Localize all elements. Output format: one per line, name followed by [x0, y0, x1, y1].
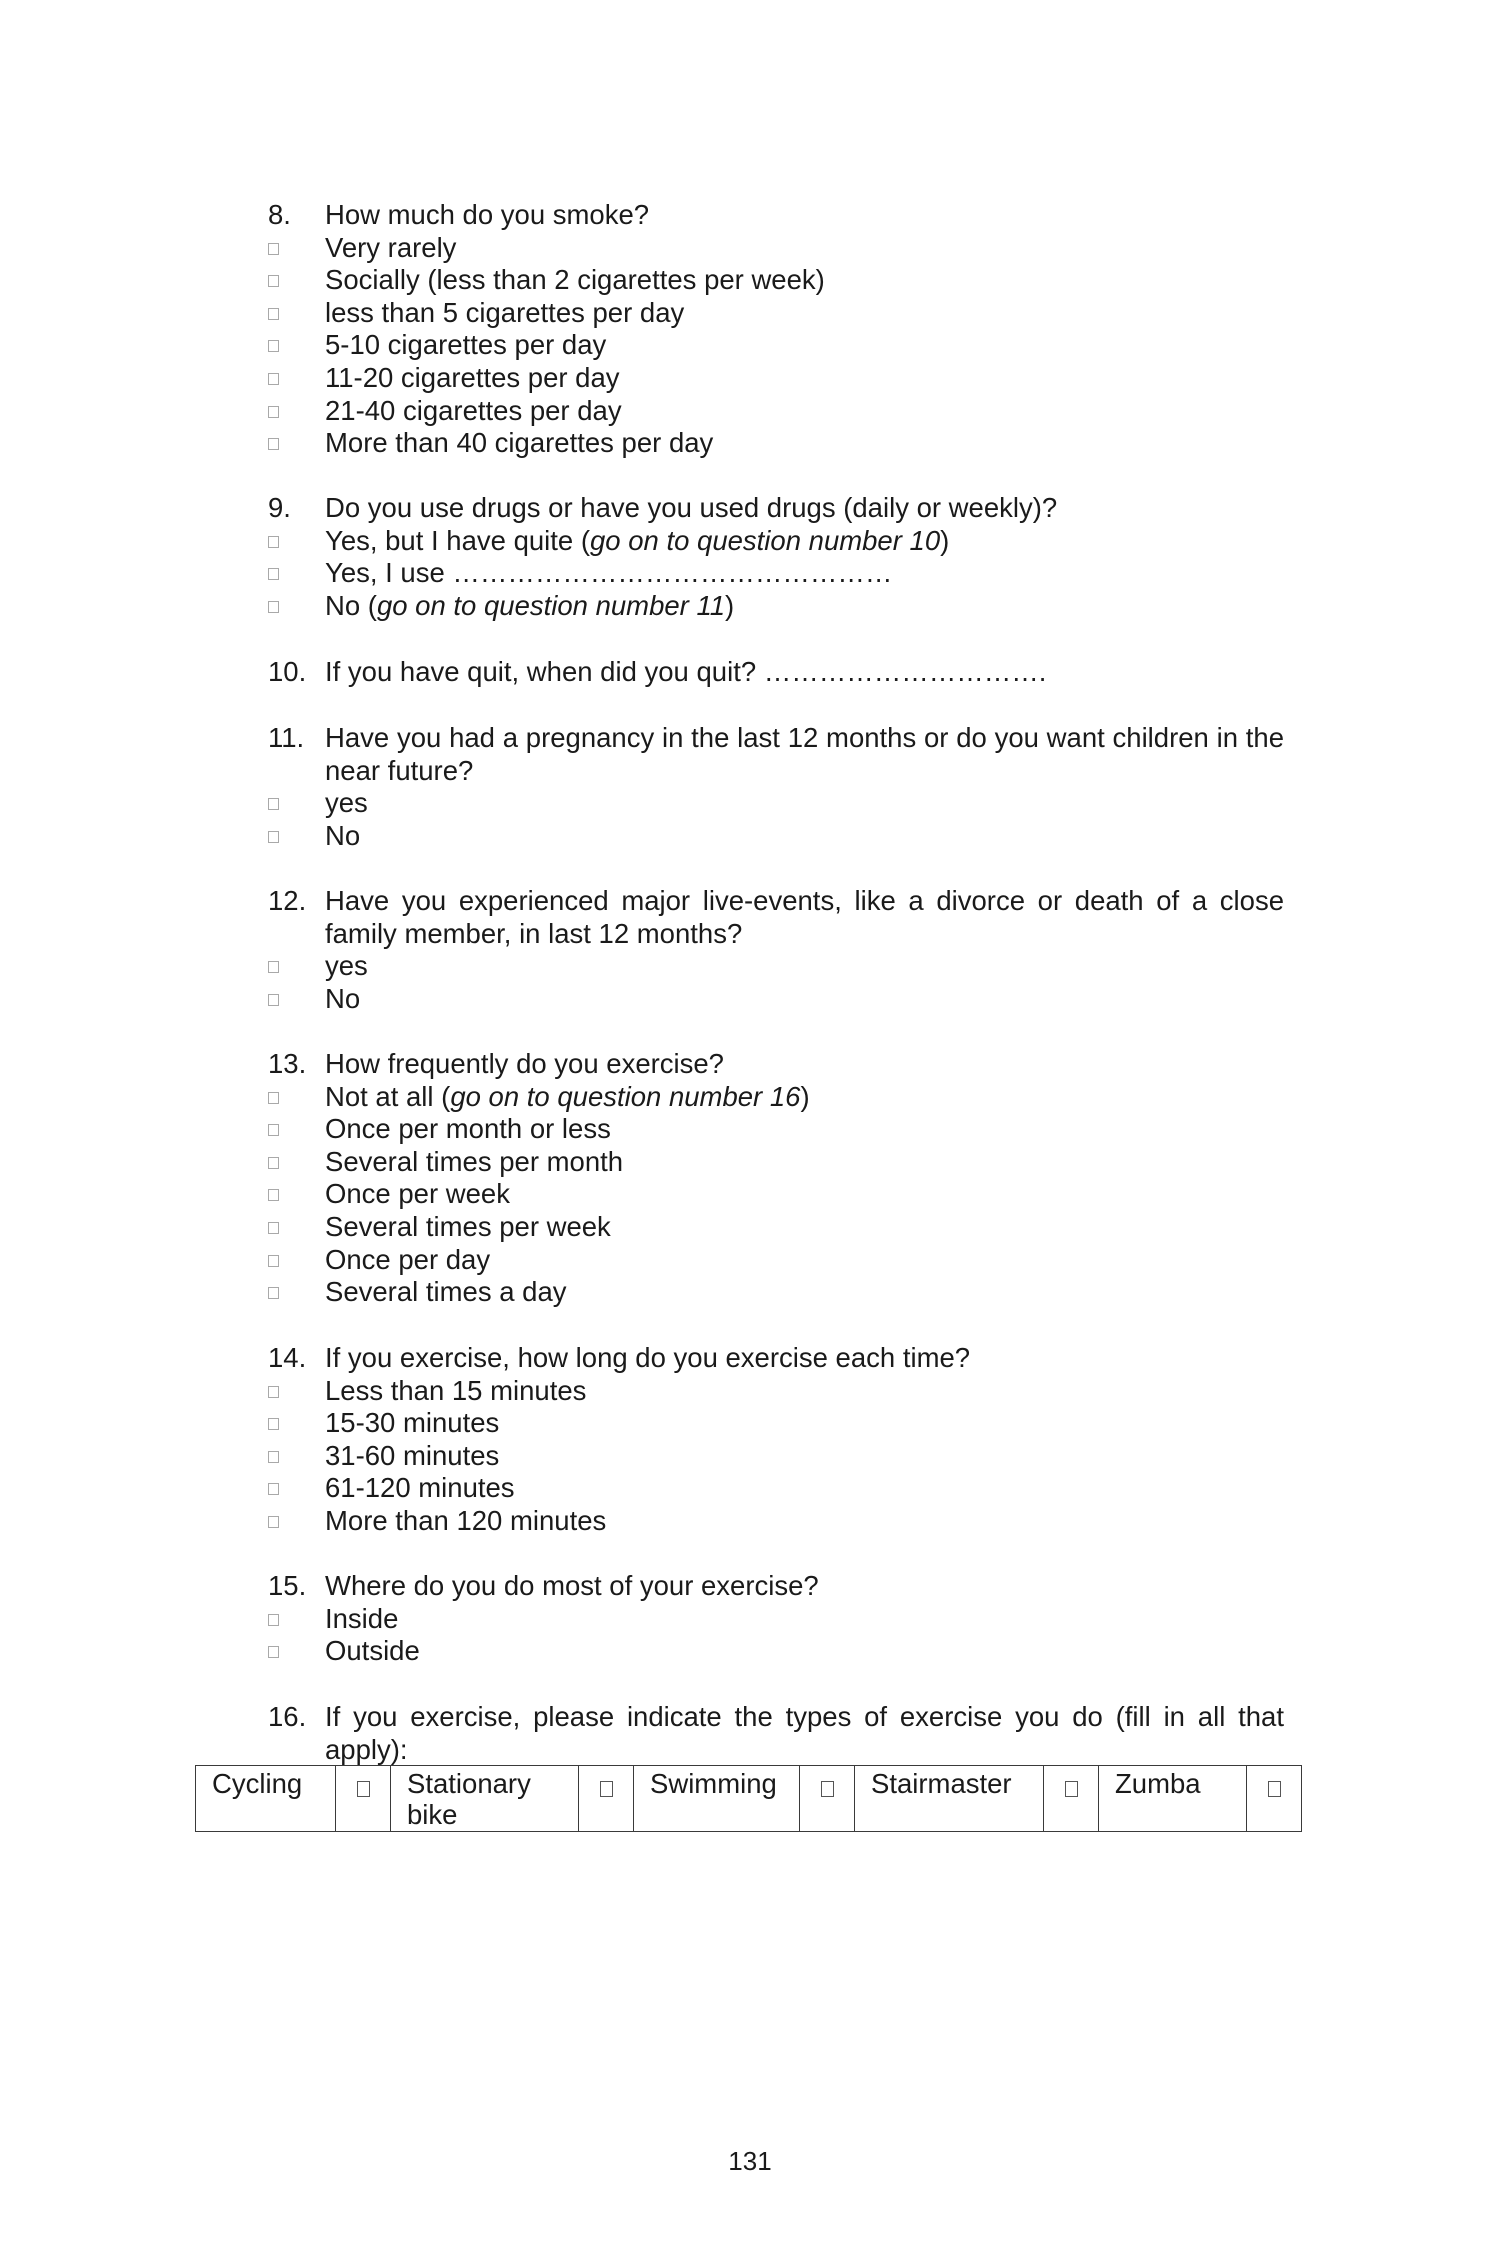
q15-option[interactable] [268, 1603, 1284, 1636]
question-12-number: 12. [268, 885, 307, 916]
option-label: Several times per month [325, 1145, 624, 1177]
option-label: 31-60 minutes [325, 1439, 500, 1471]
q8-option[interactable] [268, 329, 1284, 362]
question-8-text: How much do you smoke? [325, 199, 650, 230]
question-13-prompt [268, 1048, 1284, 1081]
question-16 [268, 1701, 1284, 1766]
close-paren: ) [940, 524, 950, 556]
q9-option-quit[interactable] [268, 525, 1284, 558]
question-15 [268, 1570, 1284, 1668]
q14-option[interactable] [268, 1505, 1284, 1538]
option-label: Several times per week [325, 1210, 611, 1242]
question-12 [268, 885, 1284, 1015]
question-14 [268, 1342, 1284, 1538]
option-label: 5-10 cigarettes per day [325, 329, 607, 361]
question-13 [268, 1048, 1284, 1309]
option-label: Once per week [325, 1178, 510, 1210]
checkbox[interactable] [268, 1124, 279, 1136]
question-12-text: Have you experienced major live-events, like a divorce or death of a close family member, in last 12 months? [325, 885, 1284, 949]
question-15-number: 15. [268, 1570, 307, 1601]
option-label: More than 120 minutes [325, 1504, 607, 1536]
page-number: 131 [728, 2146, 772, 2176]
exercise-type-cell: Zumba [1099, 1766, 1247, 1832]
q15-option[interactable] [268, 1635, 1284, 1668]
q8-option[interactable] [268, 395, 1284, 428]
question-11-text: Have you had a pregnancy in the last 12 months or do you want children in the near future? [325, 722, 1284, 786]
q14-option[interactable] [268, 1407, 1284, 1440]
checkbox[interactable] [268, 275, 279, 287]
checkbox[interactable] [268, 831, 279, 843]
question-11-number: 11. [268, 722, 305, 753]
checkbox[interactable] [268, 1451, 279, 1463]
checkbox[interactable] [268, 1418, 279, 1430]
option-label: Several times a day [325, 1276, 567, 1308]
q13-option[interactable] [268, 1244, 1284, 1277]
question-16-number: 16. [268, 1701, 307, 1732]
option-label: 21-40 cigarettes per day [325, 394, 622, 426]
question-8 [268, 199, 1284, 460]
exercise-type-cell: Cycling [196, 1766, 336, 1832]
question-15-text: Where do you do most of your exercise? [325, 1570, 819, 1601]
checkbox[interactable] [268, 601, 279, 613]
question-14-number: 14. [268, 1342, 307, 1373]
close-paren: ) [725, 589, 735, 621]
checkbox[interactable] [268, 536, 279, 548]
option-label: less than 5 cigarettes per day [325, 296, 685, 328]
checkbox[interactable] [1065, 1781, 1078, 1797]
question-10-prompt [268, 656, 1284, 689]
q8-option[interactable] [268, 232, 1284, 265]
question-14-prompt [268, 1342, 1284, 1375]
option-label: 11-20 cigarettes per day [325, 361, 620, 393]
q11-option[interactable] [268, 787, 1284, 820]
question-16-prompt [268, 1701, 1284, 1766]
checkbox[interactable] [268, 243, 279, 255]
exercise-checkbox-cell[interactable] [579, 1766, 634, 1832]
question-9-text: Do you use drugs or have you used drugs (daily or weekly)? [325, 492, 1058, 523]
q13-option[interactable] [268, 1211, 1284, 1244]
option-label: Yes, but I have quite ( [325, 524, 590, 556]
question-15-prompt [268, 1570, 1284, 1603]
question-13-number: 13. [268, 1048, 307, 1079]
option-label: No [325, 819, 361, 851]
q13-option[interactable] [268, 1146, 1284, 1179]
checkbox[interactable] [268, 308, 279, 320]
option-label: Outside [325, 1635, 420, 1667]
checkbox[interactable] [268, 1092, 279, 1104]
checkbox[interactable] [268, 1222, 279, 1234]
question-11 [268, 722, 1284, 852]
option-label: Yes, I use ………………………………………… [325, 557, 893, 589]
checkbox[interactable] [600, 1781, 613, 1797]
question-10 [268, 656, 1284, 689]
q8-option[interactable] [268, 362, 1284, 395]
exercise-type-cell: Stationary bike [391, 1766, 579, 1832]
option-label: Less than 15 minutes [325, 1374, 587, 1406]
q13-option[interactable] [268, 1276, 1284, 1309]
q13-option-not-at-all[interactable] [268, 1081, 1284, 1114]
q14-option[interactable] [268, 1440, 1284, 1473]
checkbox[interactable] [268, 1614, 279, 1626]
question-9-number: 9. [268, 492, 291, 523]
option-label: Very rarely [325, 231, 457, 263]
q12-option[interactable] [268, 983, 1284, 1016]
q11-option[interactable] [268, 820, 1284, 853]
question-9-prompt [268, 492, 1284, 525]
exercise-checkbox-cell[interactable] [800, 1766, 855, 1832]
checkbox[interactable] [268, 1157, 279, 1169]
option-label: Inside [325, 1602, 399, 1634]
checkbox[interactable] [357, 1781, 370, 1797]
checkbox[interactable] [268, 1255, 279, 1267]
option-label: yes [325, 950, 368, 982]
option-label: 15-30 minutes [325, 1407, 500, 1439]
checkbox[interactable] [268, 373, 279, 385]
checkbox[interactable] [268, 438, 279, 450]
question-11-prompt [268, 722, 1284, 787]
question-13-text: How frequently do you exercise? [325, 1048, 724, 1079]
checkbox[interactable] [268, 1189, 279, 1201]
checkbox[interactable] [268, 1483, 279, 1495]
option-label: No [325, 982, 361, 1014]
exercise-type-cell: Swimming [634, 1766, 800, 1832]
checkbox[interactable] [268, 568, 279, 580]
checkbox[interactable] [268, 340, 279, 352]
q9-option-no[interactable] [268, 590, 1284, 623]
q14-option[interactable] [268, 1472, 1284, 1505]
checkbox[interactable] [268, 1516, 279, 1528]
exercise-checkbox-cell[interactable] [336, 1766, 391, 1832]
question-9 [268, 492, 1284, 622]
checkbox[interactable] [268, 1646, 279, 1658]
option-label: More than 40 cigarettes per day [325, 427, 714, 459]
q8-option[interactable] [268, 297, 1284, 330]
q8-option[interactable] [268, 264, 1284, 297]
close-paren: ) [800, 1080, 810, 1112]
question-10-text: If you have quit, when did you quit? …………………………. [325, 656, 1047, 687]
question-12-prompt [268, 885, 1284, 950]
exercise-type-cell: Stairmaster [855, 1766, 1044, 1832]
skip-instruction: go on to question number 10 [590, 524, 941, 556]
checkbox[interactable] [268, 961, 279, 973]
checkbox[interactable] [1268, 1781, 1281, 1797]
checkbox[interactable] [268, 1287, 279, 1299]
exercise-types-table [195, 1765, 1302, 1832]
q13-option[interactable] [268, 1113, 1284, 1146]
option-label: Once per day [325, 1243, 491, 1275]
q9-option-use[interactable] [268, 557, 1284, 590]
option-label: Socially (less than 2 cigarettes per week) [325, 264, 825, 296]
checkbox[interactable] [268, 1386, 279, 1398]
question-16-text: If you exercise, please indicate the types of exercise you do (fill in all that apply): [325, 1701, 1284, 1765]
exercise-checkbox-cell[interactable] [1247, 1766, 1302, 1832]
q13-option[interactable] [268, 1178, 1284, 1211]
question-14-text: If you exercise, how long do you exercise each time? [325, 1342, 971, 1373]
q8-option[interactable] [268, 427, 1284, 460]
checkbox[interactable] [268, 994, 279, 1006]
q12-option[interactable] [268, 950, 1284, 983]
option-label: 61-120 minutes [325, 1472, 515, 1504]
exercise-checkbox-cell[interactable] [1044, 1766, 1099, 1832]
question-10-number: 10. [268, 656, 307, 687]
option-label: Once per month or less [325, 1113, 611, 1145]
option-label: Not at all ( [325, 1080, 451, 1112]
checkbox[interactable] [821, 1781, 834, 1797]
checkbox[interactable] [268, 798, 279, 810]
skip-instruction: go on to question number 16 [450, 1080, 801, 1112]
question-8-prompt [268, 199, 1284, 232]
q14-option[interactable] [268, 1375, 1284, 1408]
skip-instruction: go on to question number 11 [376, 589, 726, 621]
checkbox[interactable] [268, 406, 279, 418]
option-label: No ( [325, 589, 377, 621]
question-8-number: 8. [268, 199, 291, 230]
table-row [196, 1766, 1302, 1832]
option-label: yes [325, 787, 368, 819]
